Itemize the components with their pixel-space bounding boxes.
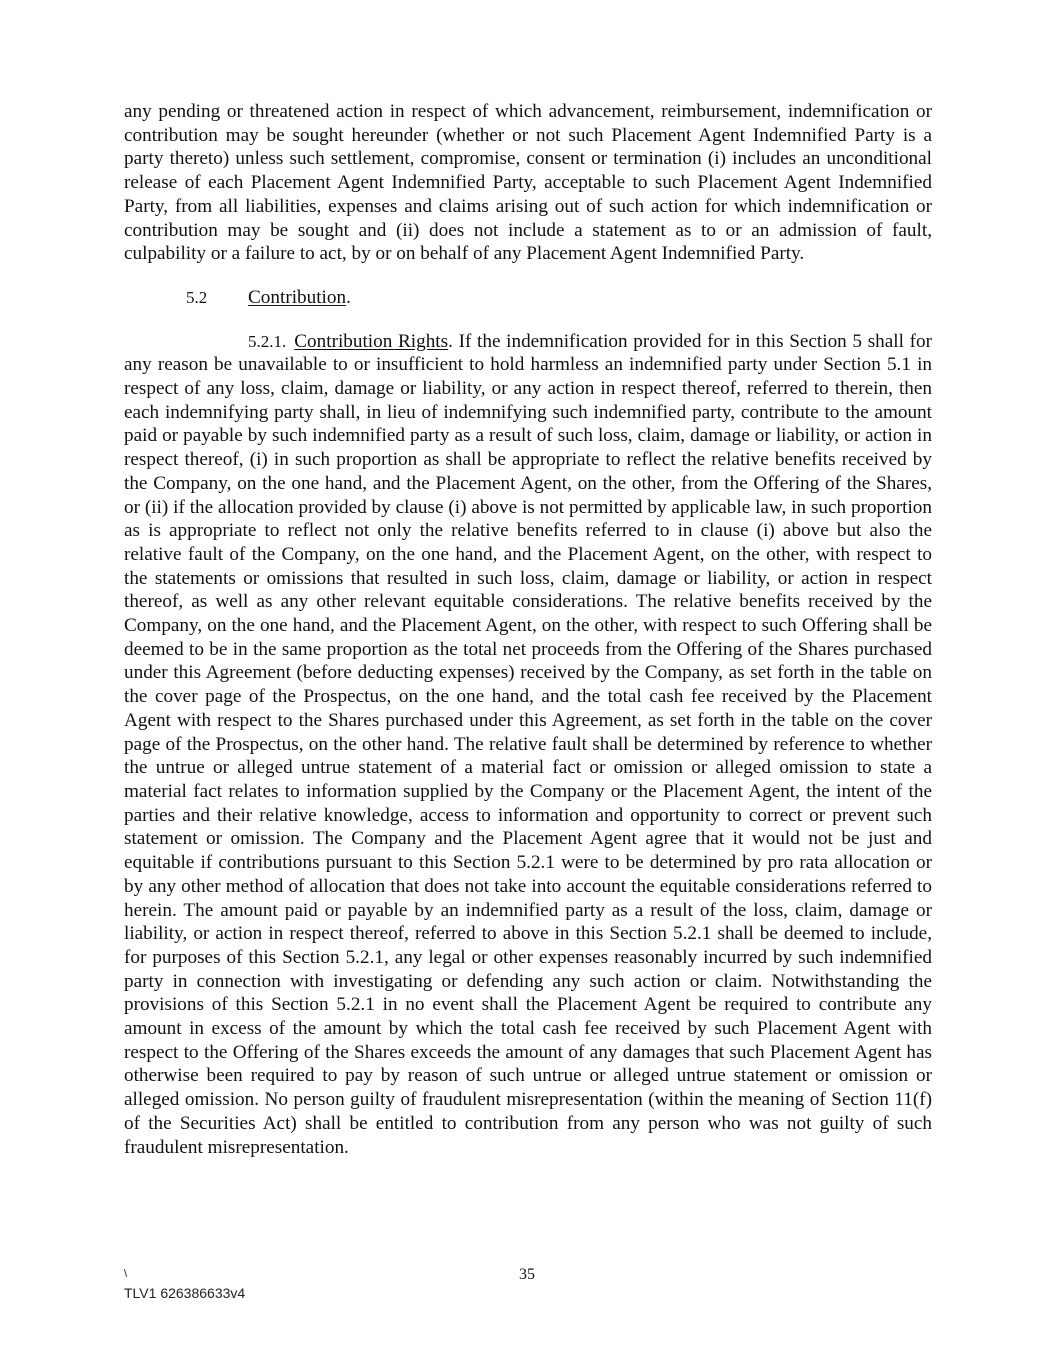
document-page (124, 100, 932, 1159)
continuation-paragraph: any pending or threatened action in respect of which advancement, reimbursement, indemnification or contribution may be sought hereunder (whether or not such Placement Agent Indemnified Party is a party thereto) unless such settlement, compromise, consent or termination (i) includes an unconditional release of each Placement Agent Indemnified Party, acceptable to such Placement Agent Indemnified Party, from all liabilities, expenses and claims arising out of such action for which indemnification or contribution may be sought and (ii) does not include a statement as to or an admission of fault, culpability or a failure to act, by or on behalf of any Placement Agent Indemnified Party. (124, 101, 932, 265)
section-5-2-title-suffix: . (346, 286, 351, 308)
section-5-2-1-number: 5.2.1. (248, 331, 287, 351)
section-5-2-heading (124, 286, 932, 310)
footer-mark: \ (124, 1268, 128, 1280)
footer-doc-id: TLV1 626386633v4 (124, 1285, 246, 1301)
section-5-2-1-paragraph (124, 330, 932, 1160)
page-number: 35 (519, 1266, 535, 1283)
section-5-2-1-title: Contribution Rights (294, 330, 449, 352)
section-5-2-title: Contribution (248, 286, 347, 308)
section-5-2-number: 5.2 (186, 287, 208, 307)
section-5-2-1-body: . If the indemnification provided for in this Section 5 shall for any reason be unavailable to or insufficient to hold harmless an indemnified party under Section 5.1 in respect of any loss, claim, damage or liability, or any action in respect thereof, referred to therein, then each indemnifying party shall, in lieu of indemnifying such indemnified party, contribute to the amount paid or payable by such indemnified party as a result of such loss, claim, damage or liability, or action in respect thereof, (i) in such proportion as shall be appropriate to reflect the relative benefits received by the Company, on the one hand, and the Placement Agent, on the other, from the Offering of the Shares, or (ii) if the allocation provided by clause (i) above is not permitted by applicable law, in such proportion as is appropriate to reflect not only the relative benefits referred to in clause (i) above but also the relative fault of the Company, on the one hand, and the Placement Agent, on the other, with respect to the statements or omissions that resulted in such loss, claim, damage or liability, or action in respect thereof, as well as any other relevant equitable considerations. The relative benefits received by the Company, on the one hand, and the Placement Agent, on the other, with respect to such Offering shall be deemed to be in the same proportion as the total net proceeds from the Offering of the Shares purchased under this Agreement (before deducting expenses) received by the Company, as set forth in the table on the cover page of the Prospectus, on the one hand, and the total cash fee received by the Placement Agent with respect to the Shares purchased under this Agreement, as set forth in the table on the cover page of the Prospectus, on the other hand. The relative fault shall be determined by reference to whether the untrue or alleged untrue statement of a material fact or omission or alleged omission to state a material fact relates to information supplied by the Company or the Placement Agent, the intent of the parties and their relative knowledge, access to information and opportunity to correct or prevent such statement or omission. The Company and the Placement Agent agree that it would not be just and equitable if contributions pursuant to this Section 5.2.1 were to be determined by pro rata allocation or by any other method of allocation that does not take into account the equitable considerations referred to herein. The amount paid or payable by an indemnified party as a result of the loss, claim, damage or liability, or action in respect thereof, referred to above in this Section 5.2.1 shall be deemed to include, for purposes of this Section 5.2.1, any legal or other expenses reasonably incurred by such indemnified party in connection with investigating or defending any such action or claim. Notwithstanding the provisions of this Section 5.2.1 in no event shall the Placement Agent be required to contribute any amount in excess of the amount by which the total cash fee received by such Placement Agent with respect to the Offering of the Shares exceeds the amount of any damages that such Placement Agent has otherwise been required to pay by reason of such untrue or alleged untrue statement or omission or alleged omission. No person guilty of fraudulent misrepresentation (within the meaning of Section 11(f) of the Securities Act) shall be entitled to contribution from any person who was not guilty of such fraudulent misrepresentation. (124, 330, 932, 1158)
